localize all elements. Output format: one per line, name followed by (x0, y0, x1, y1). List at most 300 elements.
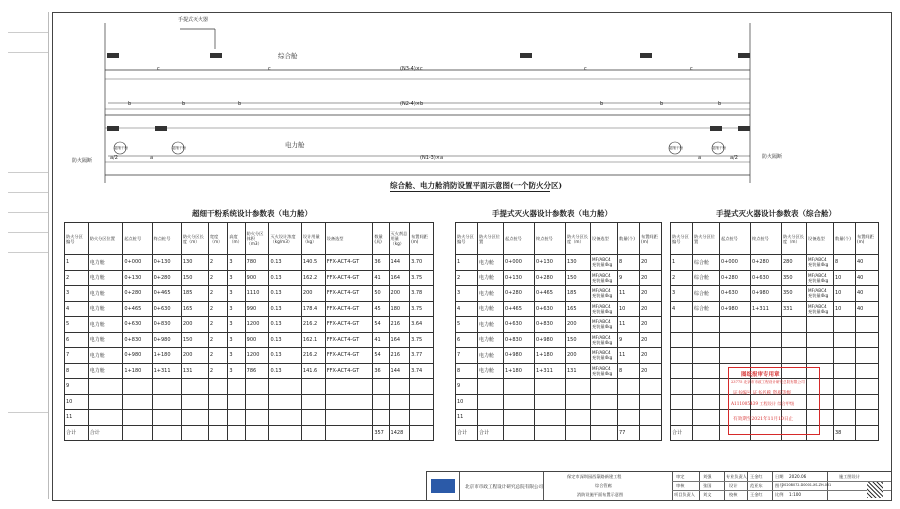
table-cell: 0+280 (720, 270, 751, 286)
table-cell (640, 394, 662, 410)
table-row (456, 286, 662, 302)
table-row (456, 348, 662, 364)
table-cell (269, 379, 301, 395)
table-row (671, 270, 879, 286)
table-cell (693, 379, 720, 395)
title-block (426, 471, 892, 501)
table-cell (325, 410, 373, 426)
table-cell (693, 410, 720, 426)
table-cell (228, 379, 245, 395)
table-cell (856, 317, 879, 333)
table-cell (245, 394, 269, 410)
table-cell: 3.77 (410, 348, 434, 364)
table-cell: 10 (456, 394, 478, 410)
table-cell (535, 425, 566, 441)
table-cell (807, 332, 834, 348)
name-3: 刘文 (703, 492, 712, 497)
table-cell: 综合舱 (693, 286, 720, 302)
table-cell: 8 (618, 255, 640, 271)
table-cell: 合计 (478, 425, 504, 441)
table-cell: 54 (373, 348, 389, 364)
table-cell: 0+465 (504, 301, 535, 317)
table-cell: MF/ABC4 充装量4kg (591, 363, 618, 379)
table-cell (410, 410, 434, 426)
table-cell: 141.6 (301, 363, 325, 379)
table-cell: 1 (65, 255, 89, 271)
ext_comp-header-6: 数量(个) (834, 223, 856, 255)
dim-c-3: c (584, 66, 587, 72)
table-cell: 合计 (88, 425, 123, 441)
table-row (456, 363, 662, 379)
table-cell: 0+280 (123, 286, 152, 302)
dim-a2-left: a/2 (110, 155, 118, 161)
table-cell: 280 (782, 255, 807, 271)
table-row (65, 348, 434, 364)
table-cell: 合计 (65, 425, 89, 441)
table-cell (640, 410, 662, 426)
table-cell (389, 410, 410, 426)
table-cell: FFX-ACT4-GT (325, 348, 373, 364)
table-cell: MF/ABC4 充装量4kg (591, 332, 618, 348)
table-cell: FFX-ACT4-GT (325, 332, 373, 348)
name-6: 王金红 (750, 492, 763, 497)
stamp-heading: 图纸报审专用章 (741, 372, 780, 378)
table-cell: 77 (618, 425, 640, 441)
table-row (456, 301, 662, 317)
table-cell (269, 425, 301, 441)
table-cell: MF/ABC4 充装量4kg (807, 286, 834, 302)
table-cell: MF/ABC4 充装量4kg (591, 270, 618, 286)
table-cell: FFX-ACT4-GT (325, 286, 373, 302)
table-cell (504, 410, 535, 426)
role-1: 审定 (676, 474, 685, 479)
ext_comp-header-0: 防火分区编号 (671, 223, 693, 255)
table-row (65, 394, 434, 410)
stamp-company: 23775 北京市市政工程设计研究总院有限公司 (731, 380, 805, 384)
table-row (65, 425, 434, 441)
table-cell: 3 (228, 270, 245, 286)
table-cell (618, 394, 640, 410)
table-cell (834, 410, 856, 426)
table-cell (671, 410, 693, 426)
table-row (456, 379, 662, 395)
table-cell (152, 379, 181, 395)
stamp-columns: 证书编号 证书名称 资质等级 (733, 391, 792, 396)
table-cell: 20 (640, 348, 662, 364)
table-cell (181, 379, 208, 395)
dim-a2-right: a/2 (730, 155, 738, 161)
table-cell: 350 (782, 286, 807, 302)
dim-b-1: b (128, 101, 132, 107)
table-cell: 1428 (389, 425, 410, 441)
table-cell: 2 (65, 270, 89, 286)
date-value: 2020.06 (789, 474, 807, 479)
table-cell (373, 394, 389, 410)
dim-b-5: b (660, 101, 664, 107)
ext_power-header-1: 防火分区位置 (478, 223, 504, 255)
powder-ball-2: 超细干粉 (172, 146, 186, 150)
table-row (65, 255, 434, 271)
table-cell: 5 (456, 317, 478, 333)
table-cell: 0+130 (123, 270, 152, 286)
table-cell: 3 (228, 286, 245, 302)
table-cell: 电力舱 (478, 286, 504, 302)
powder-header-7: 防火分区体积（m3） (245, 223, 269, 255)
table-cell: 10 (834, 270, 856, 286)
table-row (65, 286, 434, 302)
table-cell (478, 379, 504, 395)
table-cell: 综合舱 (693, 270, 720, 286)
table-cell (807, 317, 834, 333)
table-row (65, 363, 434, 379)
powder-header-10: 设备选型 (325, 223, 373, 255)
ext_comp-header-5: 设备选型 (807, 223, 834, 255)
fire-partition-left: 防火隔断 (72, 158, 93, 164)
table-cell: 144 (389, 255, 410, 271)
table-row (456, 394, 662, 410)
table-cell: 合计 (671, 425, 693, 441)
table-cell: 9 (456, 379, 478, 395)
table-cell: 9 (618, 270, 640, 286)
table-cell: 3 (228, 348, 245, 364)
table-cell: 357 (373, 425, 389, 441)
ext_power-header-3: 终点桩号 (535, 223, 566, 255)
table-row (65, 270, 434, 286)
table-cell (856, 363, 879, 379)
date-label: 日期 (775, 474, 784, 479)
table-cell: 0.13 (269, 301, 301, 317)
powder-header-8: 灭火设计浓度（kg/m3） (269, 223, 301, 255)
table-cell: 0+630 (720, 286, 751, 302)
table-cell: 合计 (456, 425, 478, 441)
table-cell: 3.78 (410, 286, 434, 302)
table-cell: 3 (671, 286, 693, 302)
table-cell (834, 394, 856, 410)
table-cell (856, 410, 879, 426)
table-cell (478, 410, 504, 426)
ext_power-header-7: 布置间距(m) (640, 223, 662, 255)
table-cell: 1 (456, 255, 478, 271)
table-cell: 8 (834, 255, 856, 271)
table-cell: 电力舱 (88, 363, 123, 379)
table-cell: 1+311 (751, 301, 782, 317)
left-margin-strip (8, 12, 49, 499)
table-cell: 11 (65, 410, 89, 426)
ext_power-header-5: 设备选型 (591, 223, 618, 255)
table-cell: 40 (856, 286, 879, 302)
table-cell: 9 (618, 332, 640, 348)
table-cell: 电力舱 (88, 286, 123, 302)
table-cell: 200 (181, 317, 208, 333)
powder-header-5: 宽度（m） (208, 223, 227, 255)
table-cell (504, 379, 535, 395)
table-cell: 11 (618, 348, 640, 364)
powder-table-title: 超细干粉系统设计参数表（电力舱） (192, 209, 312, 218)
drawing-no: 2020B072-D0001-XS-ZH-001 (782, 483, 832, 487)
table-cell (856, 425, 879, 441)
table-cell: 200 (181, 348, 208, 364)
table-cell: 150 (181, 332, 208, 348)
table-cell (245, 379, 269, 395)
table-cell: 165 (566, 301, 591, 317)
table-cell: 0+465 (152, 286, 181, 302)
table-cell: 0.13 (269, 286, 301, 302)
table-cell (720, 332, 751, 348)
ext_power-header-6: 数量(个) (618, 223, 640, 255)
table-cell: 2 (208, 255, 227, 271)
powder-header-12: 灭火剂总用量（kg） (389, 223, 410, 255)
table-cell: 0+130 (152, 255, 181, 271)
name-5: 范亚东 (750, 483, 763, 488)
dim-b-6: b (718, 101, 722, 107)
approval-stamp (728, 367, 820, 435)
table-cell (301, 425, 325, 441)
table-cell: 216 (389, 348, 410, 364)
table-cell (566, 394, 591, 410)
table-cell (269, 410, 301, 426)
plan-title: 综合舱、电力舱消防设置平面示意图(一个防火分区) (390, 181, 563, 190)
table-cell (807, 348, 834, 364)
table-cell: 20 (640, 363, 662, 379)
table-cell: 162.1 (301, 332, 325, 348)
table-cell (504, 394, 535, 410)
table-cell (208, 410, 227, 426)
table-cell (720, 317, 751, 333)
table-row (671, 317, 879, 333)
table-cell: 11 (456, 410, 478, 426)
table-cell: 350 (782, 270, 807, 286)
ext_power-header-2: 起点桩号 (504, 223, 535, 255)
table-row (65, 301, 434, 317)
table-row (671, 301, 879, 317)
table-cell: 8 (65, 363, 89, 379)
plan-title-underline (390, 191, 550, 192)
table-cell: 0.13 (269, 270, 301, 286)
table-cell: 165 (181, 301, 208, 317)
powder-header-13: 布置间距(m) (410, 223, 434, 255)
table-cell: 2 (208, 301, 227, 317)
table-cell: 200 (566, 317, 591, 333)
table-cell (410, 394, 434, 410)
table-cell: 8 (618, 363, 640, 379)
powder-ball-3: 超细干粉 (669, 146, 683, 150)
table-cell (751, 332, 782, 348)
table-row (65, 317, 434, 333)
table-row (456, 270, 662, 286)
table-cell: 0+830 (123, 332, 152, 348)
table-cell: 45 (373, 301, 389, 317)
table-cell: 216.2 (301, 348, 325, 364)
dim-a-right: a (698, 155, 702, 161)
table-cell: 162.2 (301, 270, 325, 286)
table-cell: 0+630 (751, 270, 782, 286)
table-cell: 20 (640, 255, 662, 271)
table-cell (856, 332, 879, 348)
table-cell: MF/ABC4 充装量4kg (807, 301, 834, 317)
table-cell (88, 379, 123, 395)
table-cell (618, 379, 640, 395)
dim-c-1: c (157, 66, 160, 72)
table-cell: 10 (834, 301, 856, 317)
table-cell: 11 (618, 317, 640, 333)
table-cell (181, 394, 208, 410)
table-cell (856, 394, 879, 410)
table-cell: 40 (856, 255, 879, 271)
table-cell: 3.70 (410, 255, 434, 271)
table-cell (671, 379, 693, 395)
dim-n1: (N1-3)×a (420, 155, 444, 161)
table-cell (208, 425, 227, 441)
table-cell: 900 (245, 270, 269, 286)
table-cell: 2 (671, 270, 693, 286)
table-cell: 2 (208, 270, 227, 286)
table-cell: 41 (373, 332, 389, 348)
table-cell: 5 (65, 317, 89, 333)
table-cell: 36 (373, 255, 389, 271)
powder-ball-4: 超细干粉 (712, 146, 726, 150)
company-logo (431, 479, 455, 493)
table-cell (152, 425, 181, 441)
powder-table (64, 222, 434, 441)
table-cell: 3 (228, 363, 245, 379)
powder-header-4: 防火分区长度（m） (181, 223, 208, 255)
table-cell: 990 (245, 301, 269, 317)
table-cell: 0.13 (269, 255, 301, 271)
role-4: 专业负责人 (726, 474, 747, 479)
table-cell: 电力舱 (88, 317, 123, 333)
powder-ball-1: 超细干粉 (114, 146, 128, 150)
table-cell: 0+980 (751, 286, 782, 302)
table-cell (228, 425, 245, 441)
table-cell (123, 425, 152, 441)
power-cabin-label: 电力舱 (285, 141, 305, 149)
table-cell: 164 (389, 332, 410, 348)
table-cell (228, 394, 245, 410)
table-cell: 41 (373, 270, 389, 286)
table-cell: 3.75 (410, 270, 434, 286)
dim-c-4: c (690, 66, 693, 72)
table-cell: 1+311 (535, 363, 566, 379)
ext_power-header-4: 防火分区长度（m） (566, 223, 591, 255)
table-cell (834, 348, 856, 364)
table-cell: 综合舱 (693, 255, 720, 271)
extinguisher-callout: 手提式灭火器 (178, 17, 209, 23)
table-cell (693, 363, 720, 379)
table-cell: 7 (65, 348, 89, 364)
table-cell (373, 410, 389, 426)
table-row (456, 332, 662, 348)
role-2: 审核 (676, 483, 685, 488)
table-cell (245, 425, 269, 441)
ext_comp-header-2: 起点桩号 (720, 223, 751, 255)
table-cell: 8 (456, 363, 478, 379)
table-cell: 3.75 (410, 301, 434, 317)
table-cell: 3.74 (410, 363, 434, 379)
table-cell: 0+980 (123, 348, 152, 364)
table-cell: 0+280 (751, 255, 782, 271)
table-cell (478, 394, 504, 410)
table-row (456, 410, 662, 426)
table-cell: 131 (181, 363, 208, 379)
table-cell: 综合舱 (693, 301, 720, 317)
table-cell: 7 (456, 348, 478, 364)
table-cell (856, 348, 879, 364)
table-cell: 2 (208, 348, 227, 364)
table-cell: 200 (389, 286, 410, 302)
table-cell (325, 394, 373, 410)
table-cell: 36 (373, 363, 389, 379)
table-cell (123, 410, 152, 426)
table-cell (671, 332, 693, 348)
table-cell (389, 394, 410, 410)
table-cell (181, 425, 208, 441)
table-cell: 1200 (245, 348, 269, 364)
table-cell: 电力舱 (88, 255, 123, 271)
table-cell: 38 (834, 425, 856, 441)
ext_comp-header-7: 布置间距(m) (856, 223, 879, 255)
table-cell (535, 394, 566, 410)
drawing-no-label: 图号 (775, 483, 784, 488)
table-cell (301, 410, 325, 426)
table-row (671, 286, 879, 302)
table-cell: 3.75 (410, 332, 434, 348)
table-cell (591, 394, 618, 410)
table-cell (671, 348, 693, 364)
table-cell (591, 410, 618, 426)
table-cell: 0+630 (123, 317, 152, 333)
ext_comp-header-4: 防火分区长度（m） (782, 223, 807, 255)
table-cell (410, 425, 434, 441)
ext_comp-header-1: 防火分区位置 (693, 223, 720, 255)
table-cell: FFX-ACT4-GT (325, 317, 373, 333)
table-cell: 2 (208, 363, 227, 379)
powder-header-11: 数量(具) (373, 223, 389, 255)
table-cell (591, 379, 618, 395)
table-cell: FFX-ACT4-GT (325, 255, 373, 271)
table-cell (671, 394, 693, 410)
table-row (65, 379, 434, 395)
table-cell: 1+180 (123, 363, 152, 379)
table-cell: 1200 (245, 317, 269, 333)
dim-b-3: b (238, 101, 242, 107)
powder-header-2: 起点桩号 (123, 223, 152, 255)
table-cell: 0+980 (504, 348, 535, 364)
dim-b-4: b (600, 101, 604, 107)
table-cell (325, 425, 373, 441)
table-cell: 185 (181, 286, 208, 302)
stamp-cert: A111005439 工程设计 综合甲级 (731, 401, 795, 406)
table-cell (671, 363, 693, 379)
comprehensive-cabin-label: 综合舱 (278, 52, 298, 60)
table-cell: 电力舱 (478, 317, 504, 333)
table-cell: FFX-ACT4-GT (325, 270, 373, 286)
table-cell: 40 (856, 270, 879, 286)
table-cell: 0+980 (535, 332, 566, 348)
table-cell (693, 332, 720, 348)
table-cell: 4 (671, 301, 693, 317)
stamp-validity: 有效期至2021年11月10日止 (733, 417, 794, 422)
dim-n2: (N2-4)×b (400, 101, 424, 107)
table-cell: 54 (373, 317, 389, 333)
table-cell: 电力舱 (478, 363, 504, 379)
table-cell (535, 379, 566, 395)
plan-view (100, 15, 770, 200)
table-cell: 电力舱 (88, 270, 123, 286)
table-cell: 20 (640, 286, 662, 302)
table-cell (834, 317, 856, 333)
table-cell: 20 (640, 301, 662, 317)
table-cell: 0+000 (720, 255, 751, 271)
